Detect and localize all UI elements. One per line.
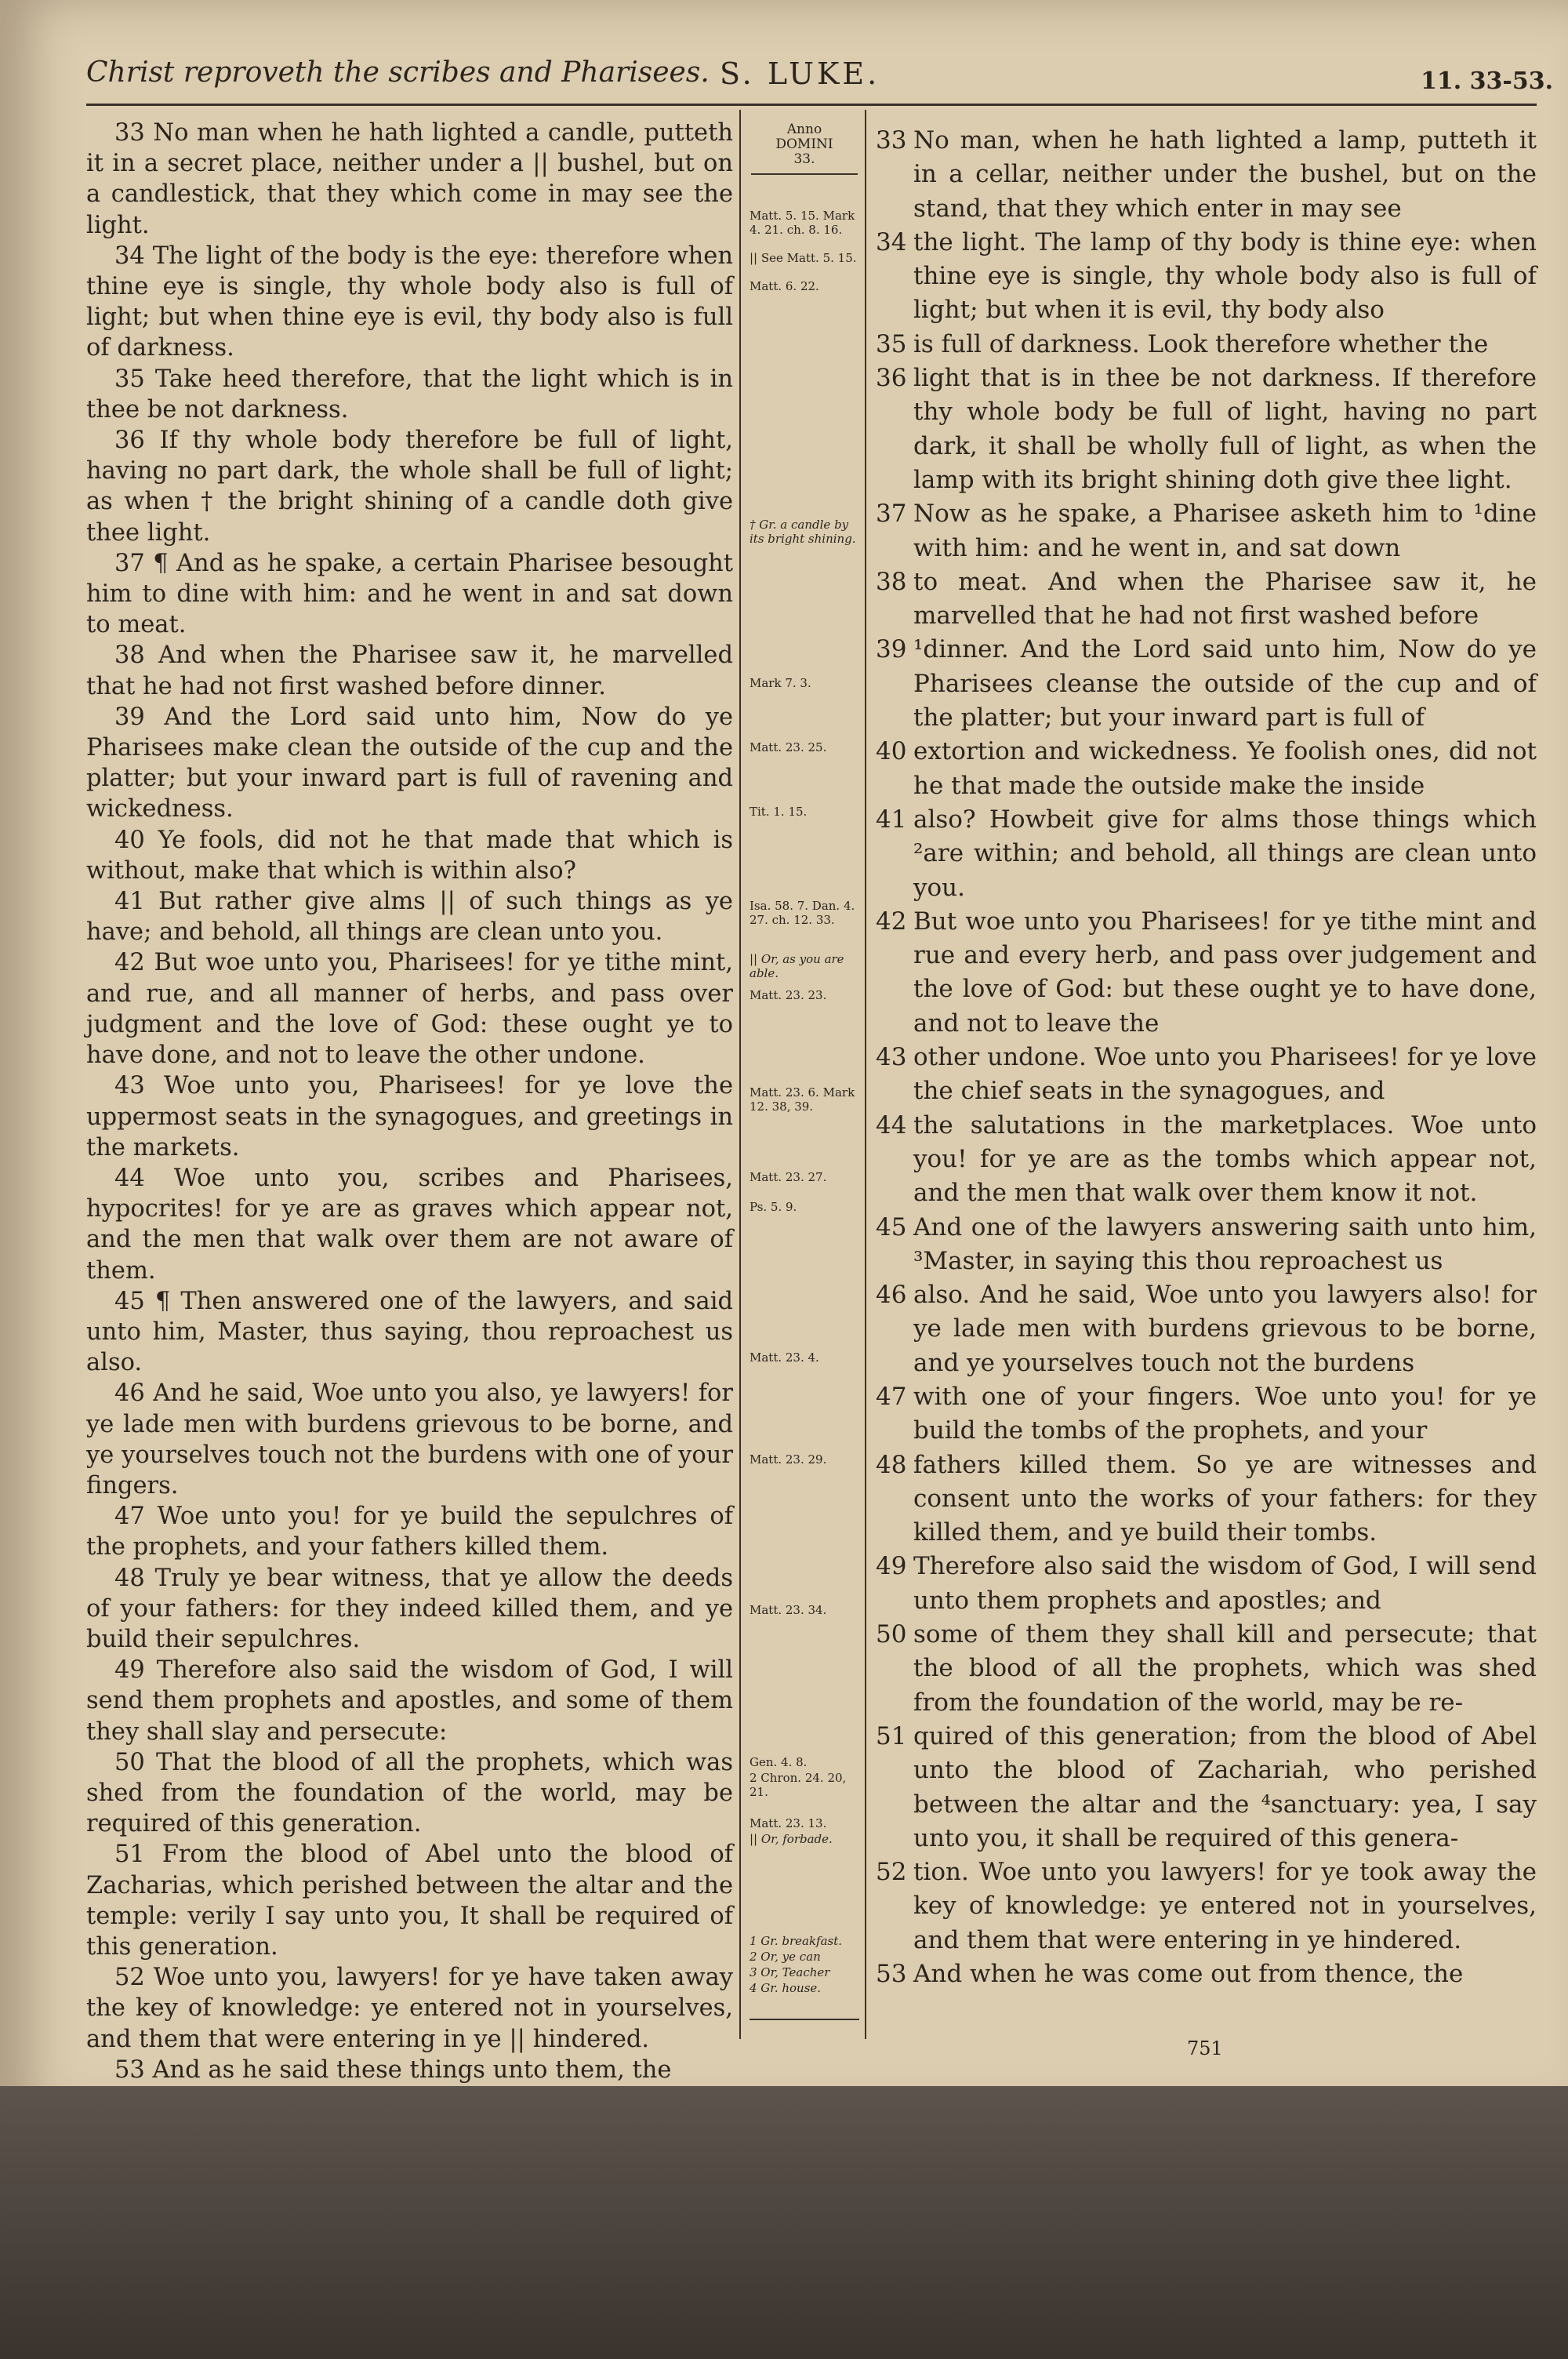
cross-reference-margin <box>746 122 862 1995</box>
cross-reference: Isa. 58. 7. Dan. 4. 27. ch. 12. 33. <box>750 899 855 927</box>
footnote: 1 Gr. breakfast. <box>750 1934 843 1948</box>
verse-text: to meat. And when the Pharisee saw it, he marvelled that he had not first washed before <box>913 567 1537 631</box>
running-title: Christ reproveth the scribes and Pharisees. <box>86 56 710 89</box>
verse-text: Now as he spake, a Pharisee asketh him to ¹dine with him: and he went in, and sat down <box>913 500 1537 562</box>
verse-number: 53 <box>876 1960 907 1989</box>
verse-paragraph: 35 Take heed therefore, that the light which is in thee be not darkness. <box>86 365 733 423</box>
verse-number: 49 <box>876 1552 907 1581</box>
verse-paragraph: 43 Woe unto you, Pharisees! for ye love the uppermost seats in the synagogues, and greetings in the markets. <box>86 1072 733 1161</box>
chapter-verse-range: 11. 33-53. <box>1421 67 1554 95</box>
verse-text: other undone. Woe unto you Pharisees! for ye love the chief seats in the synagogues, and <box>913 1043 1537 1106</box>
verse <box>874 497 1537 565</box>
cross-reference: Mark 7. 3. <box>750 676 811 690</box>
verse-paragraph: 46 And he said, Woe unto you also, ye lawyers! for ye lade men with burdens grievous to be borne, and ye yourselves touch not the burdens with one of your fingers. <box>86 1379 733 1499</box>
verse-paragraph: 39 And the Lord said unto him, Now do ye Pharisees make clean the outside of the cup and the platter; but your inward part is full of ravening and wickedness. <box>86 703 733 823</box>
verse-text: ¹dinner. And the Lord said unto him, Now do ye Pharisees cleanse the outside of the cup and of the platter; but your inward part is full of <box>913 635 1537 732</box>
cross-reference: || Or, as you are able. <box>750 952 844 980</box>
cross-reference: Matt. 23. 27. <box>750 1170 827 1184</box>
revised-version-column <box>874 124 1537 1991</box>
verse <box>874 1380 1537 1448</box>
verse-text: fathers killed them. So ye are witnesses and consent unto the works of your fathers: for they killed them, and ye build their tombs. <box>913 1450 1537 1547</box>
verse <box>874 803 1537 905</box>
verse-text: also. And he said, Woe unto you lawyers also! for ye lade men with burdens grievous to be borne, and ye yourselves touch not the burdens <box>913 1281 1537 1377</box>
verse <box>874 1550 1537 1618</box>
verse-text: is full of darkness. Look therefore whether the <box>913 329 1489 358</box>
verse-number: 38 <box>876 567 907 596</box>
verse <box>874 1211 1537 1279</box>
verse-text: Therefore also said the wisdom of God, I will send unto them prophets and apostles; and <box>913 1552 1537 1615</box>
cross-reference: Matt. 23. 34. <box>750 1603 827 1617</box>
verse-text: the salutations in the marketplaces. Woe unto you! for ye are as the tombs which appear not, and the men that walk over them know it not. <box>913 1110 1537 1208</box>
verse-text: extortion and wickedness. Ye foolish ones, did not he that made the outside make the inside <box>913 737 1537 800</box>
verse-text: light that is in thee be not darkness. If therefore thy whole body be full of light, having no part dark, it shall be wholly full of light, as when the lamp with its bright shining doth give thee light. <box>913 364 1537 494</box>
anno-year: 33. <box>793 151 815 167</box>
cross-reference: Matt. 23. 13. <box>750 1816 827 1830</box>
footnote: 2 Or, ye can <box>750 1950 821 1964</box>
verse-number: 50 <box>876 1620 907 1649</box>
verse <box>874 1618 1537 1720</box>
verse-number: 46 <box>876 1281 907 1310</box>
verse-paragraph: 40 Ye fools, did not he that made that which is without, make that which is within also? <box>86 826 733 885</box>
verse-number: 45 <box>876 1212 907 1241</box>
cross-reference: Matt. 6. 22. <box>750 279 819 293</box>
cross-reference: † Gr. a candle by its bright shining. <box>750 518 856 546</box>
verse-number: 33 <box>876 126 907 154</box>
verse-paragraph: 52 Woe unto you, lawyers! for ye have taken away the key of knowledge: ye entered not in yourselves, and them that were entering in ye || hindered. <box>86 1964 733 2053</box>
verse-text: And one of the lawyers answering saith unto him, ³Master, in saying this thou reproachest us <box>913 1212 1537 1275</box>
verse <box>874 226 1537 328</box>
verse-number: 40 <box>876 737 907 766</box>
verse <box>874 1720 1537 1856</box>
page-number: 751 <box>1187 2037 1223 2059</box>
verse-text: tion. Woe unto you lawyers! for ye took away the key of knowledge: ye entered not in yourselves, and them that were entering in ye hindered. <box>913 1858 1537 1954</box>
verse-text: also? Howbeit give for alms those things which ²are within; and behold, all things are clean unto you. <box>913 805 1537 902</box>
verse-paragraph: 42 But woe unto you, Pharisees! for ye tithe mint, and rue, and all manner of herbs, and pass over judgment and the love of God: these ought ye to have done, and not to leave the other undone. <box>86 949 733 1070</box>
authorized-version-column <box>86 118 733 2085</box>
anno-domini-label: DOMINI <box>775 136 833 152</box>
verse-paragraph: 50 That the blood of all the prophets, which was shed from the foundation of the world, may be required of this generation. <box>86 1748 733 1838</box>
verse <box>874 1957 1537 1991</box>
verse-text: the light. The lamp of thy body is thine eye: when thine eye is single, thy whole body also is full of light; but when it is evil, thy body also <box>913 227 1537 325</box>
verse-paragraph: 44 Woe unto you, scribes and Pharisees, hypocrites! for ye are as graves which appear not, and the men that walk over them are not aware of them. <box>86 1164 733 1285</box>
verse-number: 44 <box>876 1110 907 1140</box>
header-rule <box>86 104 1537 106</box>
background-surface <box>0 2086 1568 2359</box>
verse-text: No man, when he hath lighted a lamp, putteth it in a cellar, neither under the bushel, but on the stand, that they which enter in may see <box>913 126 1537 223</box>
cross-reference: Matt. 23. 6. Mark 12. 38, 39. <box>750 1085 855 1114</box>
verse-text: with one of your fingers. Woe unto you! for ye build the tombs of the prophets, and your <box>913 1382 1537 1445</box>
cross-reference: Tit. 1. 15. <box>750 805 808 819</box>
verse <box>874 1109 1537 1211</box>
verse-number: 52 <box>876 1858 907 1887</box>
verse-paragraph: 33 No man when he hath lighted a candle, putteth it in a secret place, neither under a || bushel, but on a candlestick, that they which come in may see the light. <box>86 119 733 239</box>
verse-number: 43 <box>876 1043 907 1072</box>
verse-paragraph: 49 Therefore also said the wisdom of God, I will send them prophets and apostles, and some of them they shall slay and persecute: <box>86 1656 733 1746</box>
book-title: S. LUKE. <box>720 56 880 91</box>
verse-number: 47 <box>876 1382 907 1411</box>
column-divider-left <box>739 110 741 2039</box>
verse-number: 51 <box>876 1721 907 1750</box>
verse <box>874 1856 1537 1957</box>
verse-paragraph: 48 Truly ye bear witness, that ye allow the deeds of your fathers: for they indeed killed them, and ye build their sepulchres. <box>86 1564 733 1653</box>
verse-paragraph: 38 And when the Pharisee saw it, he marvelled that he had not first washed before dinner. <box>86 642 733 700</box>
cross-reference: || Or, forbade. <box>750 1832 833 1846</box>
anno-label: Anno <box>786 122 822 137</box>
verse-number: 37 <box>876 500 907 529</box>
verse <box>874 905 1537 1041</box>
verse <box>874 565 1537 634</box>
verse-paragraph: 45 ¶ Then answered one of the lawyers, and said unto him, Master, thus saying, thou reproachest us also. <box>86 1287 733 1377</box>
verse-paragraph: 51 From the blood of Abel unto the blood of Zacharias, which perished between the altar and the temple: verily I say unto you, It shall be required of this generation. <box>86 1841 733 1961</box>
verse-number: 42 <box>876 907 907 936</box>
cross-reference: Matt. 23. 29. <box>750 1452 827 1467</box>
verse-paragraph: 37 ¶ And as he spake, a certain Pharisee besought him to dine with him: and he went in and sat down to meat. <box>86 549 733 639</box>
verse-text: And when he was come out from thence, the <box>913 1960 1464 1989</box>
verse-text: some of them they shall kill and persecute; that the blood of all the prophets, which was shed from the foundation of the world, may be re- <box>913 1620 1537 1717</box>
verse-paragraph: 34 The light of the body is the eye: therefore when thine eye is single, thy whole body also is full of light; but when thine eye is evil, thy body also is full of darkness. <box>86 242 733 362</box>
cross-reference: Ps. 5. 9. <box>750 1200 797 1214</box>
cross-reference: || See Matt. 5. 15. <box>750 251 857 265</box>
verse-number: 39 <box>876 635 907 664</box>
cross-reference: Matt. 5. 15. Mark 4. 21. ch. 8. 16. <box>750 209 855 237</box>
verse <box>874 633 1537 735</box>
verse <box>874 362 1537 497</box>
verse <box>874 124 1537 226</box>
cross-reference: 2 Chron. 24. 20, 21. <box>750 1771 847 1799</box>
verse-number: 36 <box>876 364 907 393</box>
cross-reference: Matt. 23. 25. <box>750 740 827 754</box>
verse-number: 35 <box>876 329 907 358</box>
verse-number: 48 <box>876 1450 907 1479</box>
verse-paragraph: 41 But rather give alms || of such things as ye have; and behold, all things are clean unto you. <box>86 888 733 947</box>
verse <box>874 1041 1537 1109</box>
cross-reference: Matt. 23. 23. <box>750 988 827 1002</box>
verse-number: 34 <box>876 227 907 256</box>
verse-paragraph: 53 And as he said these things unto them, the <box>114 2055 672 2084</box>
verse <box>874 328 1537 362</box>
verse-paragraph: 36 If thy whole body therefore be full of light, having no part dark, the whole shall be full of light; as when † the bright shining of a candle doth give thee light. <box>86 427 733 547</box>
verse <box>874 735 1537 803</box>
column-divider-right <box>865 110 866 2039</box>
footnote: 3 Or, Teacher <box>750 1965 830 1979</box>
verse <box>874 1278 1537 1380</box>
verse-paragraph: 47 Woe unto you! for ye build the sepulchres of the prophets, and your fathers killed them. <box>86 1503 733 1561</box>
anno-rule <box>751 173 858 175</box>
cross-reference: Matt. 23. 4. <box>750 1350 819 1365</box>
verse-text: quired of this generation; from the blood of Abel unto the blood of Zachariah, who perished between the altar and the ⁴sanctuary: yea, I say unto you, it shall be required of this genera- <box>913 1721 1537 1852</box>
verse <box>874 1448 1537 1550</box>
verse-number: 41 <box>876 805 907 834</box>
footnote-rule <box>750 2019 859 2020</box>
footnote: 4 Gr. house. <box>750 1981 822 1995</box>
cross-reference: Gen. 4. 8. <box>750 1755 808 1769</box>
verse-text: But woe unto you Pharisees! for ye tithe mint and rue and every herb, and pass over judgement and the love of God: but these ought ye to have done, and not to leave the <box>913 907 1537 1038</box>
